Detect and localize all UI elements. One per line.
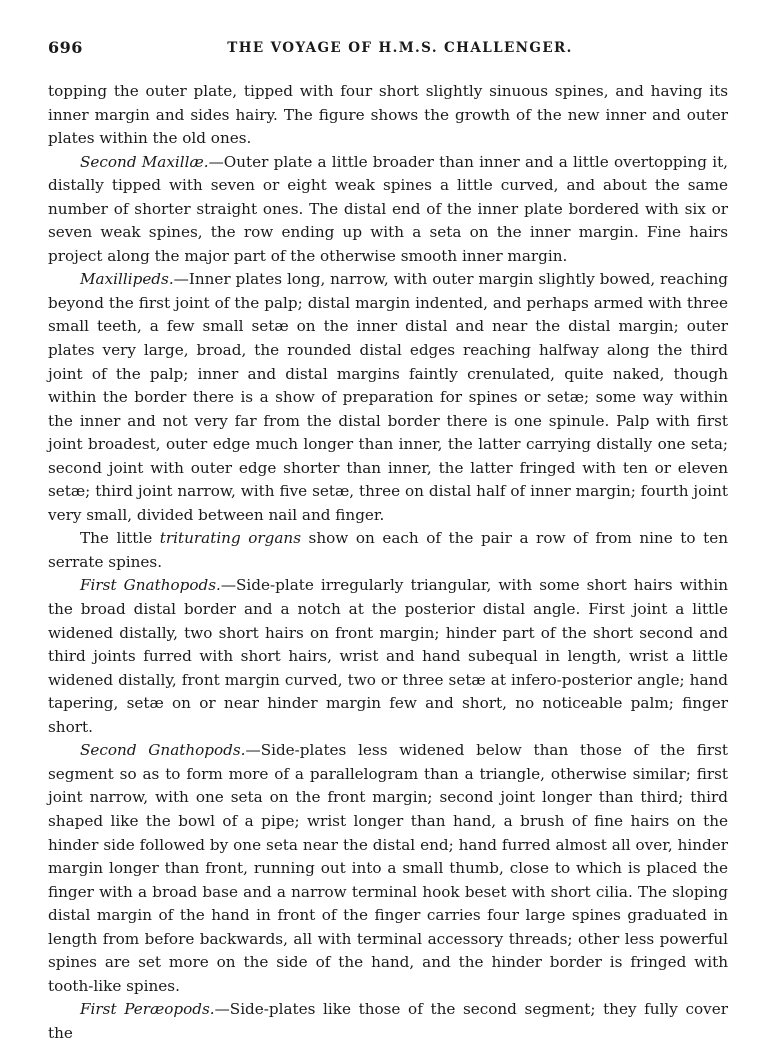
italic-term: triturating organs — [159, 529, 301, 548]
paragraph-text: show on each of the pair a row of from nine to ten serrate spines. — [48, 529, 728, 571]
page-number: 696 — [48, 38, 83, 57]
paragraph-text: —Side-plate irregularly triangular, with some short hairs within the broad distal border and a notch at the posterior distal angle. First joint a little widened distally, two short hairs on front margin; hinder part of the short second and third joints furred with short hairs, wrist and hand subequal in length, wrist a little widened distally, front margin curved, two or three setæ at infero-posterior angle; hand tapering, setæ on or near hinder margin few and short, no noticeable palm; finger short. — [48, 576, 728, 736]
paragraph-maxillipeds — [48, 268, 728, 527]
paragraph-first-peraeopods — [48, 998, 728, 1045]
paragraph-first-gnathopods — [48, 574, 728, 739]
paragraph-second-gnathopods — [48, 739, 728, 998]
section-heading: First Gnathopods. — [80, 576, 221, 595]
section-heading: Second Maxillæ. — [80, 152, 209, 171]
paragraph-text: —Outer plate a little broader than inner and a little overtopping it, distally tipped with seven or eight weak spines a little curved, and about the same number of shorter straight ones. The distal end of the inner plate bordered with six or seven weak spines, the row ending up with a seta on the inner margin. Fine hairs project along the major part of the otherwise smooth inner margin. — [48, 152, 729, 265]
paragraph-maxillae-continued — [48, 80, 728, 151]
section-heading: Maxillipeds. — [80, 270, 174, 289]
section-heading: Second Gnathopods. — [80, 741, 246, 760]
section-heading: First Peræopods. — [80, 1000, 215, 1019]
page-header — [48, 38, 728, 64]
paragraph-text: —Side-plates less widened below than those of the first segment so as to form more of a parallelogram than a triangle, otherwise similar; first joint narrow, with one seta on the front margin; second joint longer than third; third shaped like the bowl of a pipe; wrist longer than hand, a brush of fine hairs on the hinder side followed by one seta near the distal end; hand furred almost all over, hinder margin longer than front, running out into a small thumb, close to which is placed the finger with a broad base and a narrow terminal hook beset with short cilia. The sloping distal margin of the hand in front of the finger carries four large spines graduated in length from before backwards, all with terminal accessory threads; other less powerful spines are set more on the side of the hand, and the hinder border is fringed with tooth-like spines. — [48, 741, 728, 995]
paragraph-text: —Inner plates long, narrow, with outer margin slightly bowed, reaching beyond the first joint of the palp; distal margin indented, and perhaps armed with three small teeth, a few small setæ on the inner distal and near the distal margin; outer plates very large, broad, the rounded distal edges reaching halfway along the third joint of the palp; inner and distal margins faintly crenulated, quite naked, though within the border there is a show of preparation for spines or setæ; some way within the inner and not very far from the distal border there is one spinule. Palp with first joint broadest, outer edge much longer than inner, the latter carrying distally one seta; second joint with outer edge shorter than inner, the latter fringed with ten or eleven setæ; third joint narrow, with five setæ, three on distal half of inner margin; fourth joint very small, divided between nail and finger. — [48, 270, 728, 524]
paragraph-text: —Side-plates like those of the second segment; they fully cover the — [48, 1000, 728, 1042]
running-head: THE VOYAGE OF H.M.S. CHALLENGER. — [227, 40, 573, 56]
body-text — [48, 80, 728, 1045]
paragraph-text: topping the outer plate, tipped with four short slightly sinuous spines, and having its inner margin and sides hairy. The figure shows the growth of the new inner and outer plates within the old ones. — [48, 82, 728, 148]
paragraph-second-maxillae — [48, 151, 728, 269]
page — [48, 38, 728, 1045]
paragraph-triturating-organs — [48, 527, 728, 574]
paragraph-lead: The little — [80, 529, 160, 548]
